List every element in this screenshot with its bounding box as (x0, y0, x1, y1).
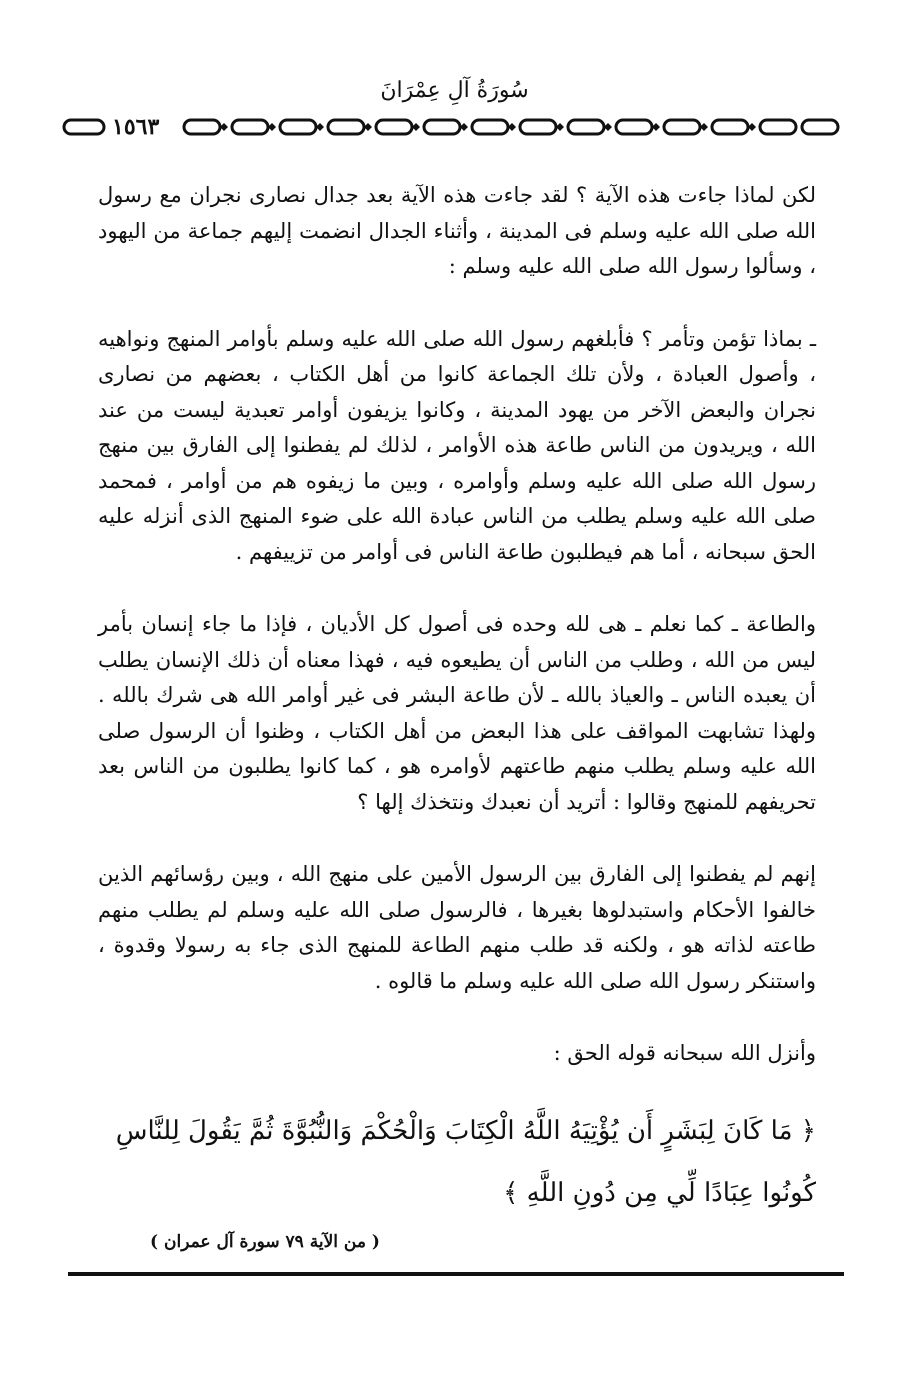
paragraph: إنهم لم يفطنوا إلى الفارق بين الرسول الأمين على منهج الله ، وبين رؤسائهم الذين خالفوا الأحكام واستبدلوها بغيرها ، فالرسول صلى الله عليه وسلم لم يطلب منهم طاعته لذاته هو ، ولكنه قد طلب منهم الطاعة للمنهج الذى جاء به رسولا وقدوة ، واستنكر رسول الله صلى الله عليه وسلم ما قالوه . (98, 862, 816, 993)
body-text (98, 178, 816, 1088)
verse-open-bracket: ﴿ (800, 1116, 816, 1146)
surah-title: سُورَةُ آلِ عِمْرَانَ (380, 78, 529, 103)
verse-intro: وأنزل الله سبحانه قوله الحق : (553, 1041, 816, 1065)
paragraph: ـ بماذا تؤمن وتأمر ؟ فأبلغهم رسول الله صلى الله عليه وسلم بأوامر المنهج ونواهيه ، وأصول العبادة ، ولأن تلك الجماعة كانوا من أهل الكتاب ، بعضهم من نصارى نجران والبعض الآخر من يهود المدينة ، وكانوا يزيفون أوامر تعبدية ليست من عند الله ، ويريدون من الناس طاعة هذه الأوامر ، لذلك لم يفطنوا إلى الفارق بين منهج رسول الله صلى الله عليه وسلم وأوامره ، وبين ما زيفوه هم من أوامر ، فمحمد صلى الله عليه وسلم يطلب من الناس عبادة الله على ضوء المنهج الذى أنزله عليه الحق سبحانه ، أما هم فيطلبون طاعة الناس فى أوامر من تزييفهم . (98, 326, 817, 564)
verse-citation: ( من الآية ٧٩ سورة آل عمران ) (150, 1232, 380, 1252)
paragraph: والطاعة ـ كما نعلم ـ هى لله وحده فى أصول كل الأديان ، فإذا ما جاء إنسان بأمر ليس من الله ، وطلب من الناس أن يطيعوه فيه ، فهذا معناه أن ذلك الإنسان يطلب أن يعبده الناس ـ والعياذ بالله ـ لأن طاعة البشر فى غير أوامر الله هى شرك بالله . ولهذا تشابهت المواقف على هذا البعض من أهل الكتاب ، وظنوا أن الرسول صلى الله عليه وسلم يطلب منهم طاعتهم لأوامره هو ، كما كانوا يطلبون من الناس بعد تحريفهم للمنهج وقالوا : أتريد أن نعبدك ونتخذك إلها ؟ (98, 612, 816, 814)
verse-close-bracket: ﴾ (503, 1178, 519, 1208)
footer-rule (68, 1272, 844, 1276)
page-number: ١٥٦٣ (106, 114, 165, 140)
paragraph: لكن لماذا جاءت هذه الآية ؟ لقد جاءت هذه الآية بعد جدال نصارى نجران مع رسول الله صلى الله عليه وسلم فى المدينة ، وأثناء الجدال انضمت إليهم جماعة من اليهود ، وسألوا رسول الله صلى الله عليه وسلم : (98, 183, 817, 278)
quran-verse (110, 1100, 816, 1224)
verse-text: مَا كَانَ لِبَشَرٍ أَن يُؤْتِيَهُ اللَّهُ الْكِتَابَ وَالْحُكْمَ وَالنُّبُوَّةَ ثُمَّ يَقُولَ لِلنَّاسِ كُونُوا عِبَادًا لِّي مِن دُونِ اللَّهِ (115, 1116, 816, 1208)
ornamental-header-rule (62, 112, 842, 142)
